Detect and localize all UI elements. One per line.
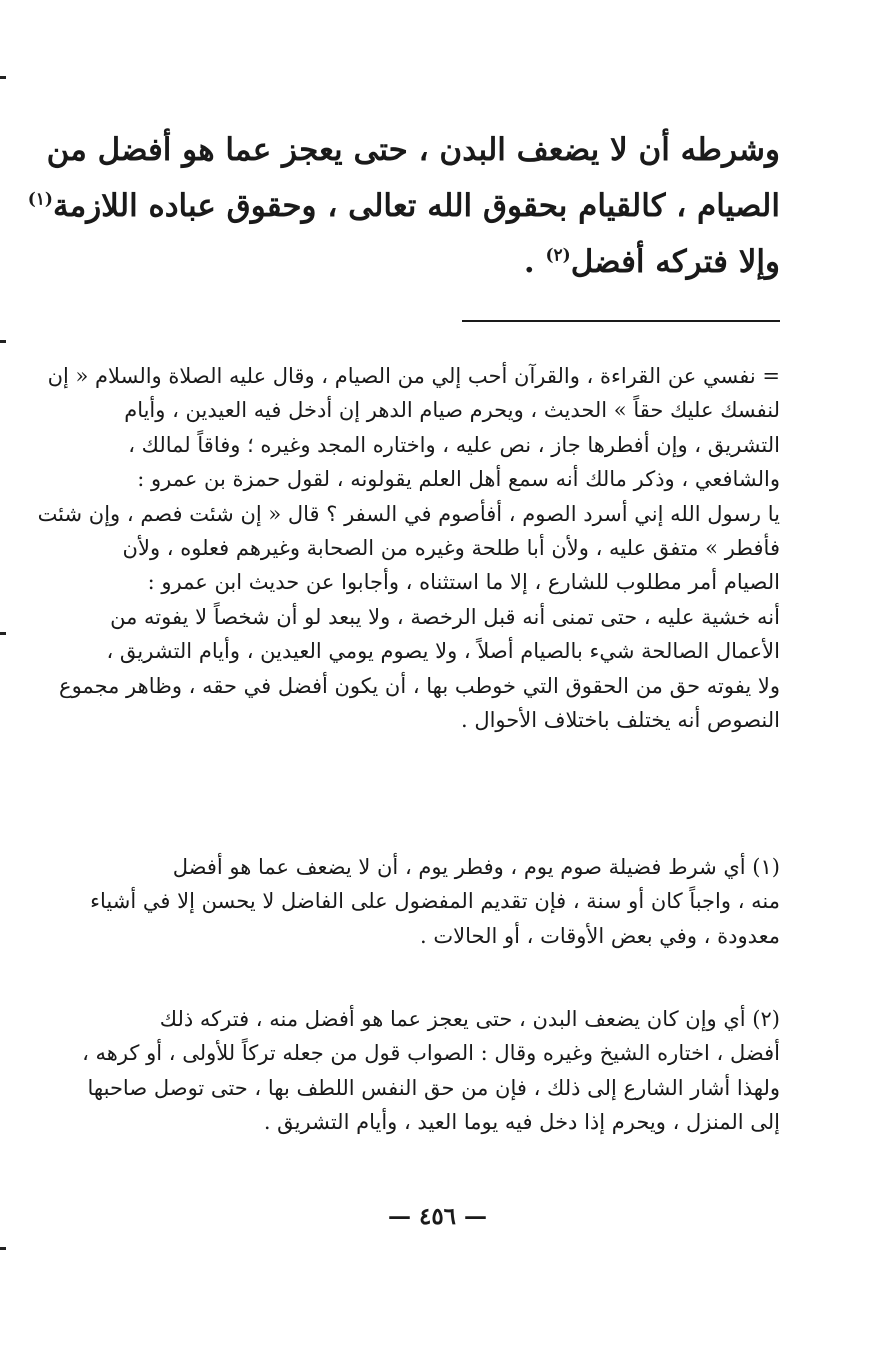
main-text-block <box>27 122 780 290</box>
main-text-line <box>48 234 780 290</box>
footnote-line: الأعمال الصالحة شيء بالصيام أصلاً ، ولا يصوم يومي العيدين ، وأيام التشريق ، <box>106 639 780 664</box>
footnote-line: (٢) أي وإن كان يضعف البدن ، حتى يعجز عما هو أفضل منه ، فتركه ذلك <box>159 1007 780 1031</box>
page-edge-mark <box>0 76 6 79</box>
footnote-line: إلى المنزل ، ويحرم إذا دخل فيه يوما العيد ، وأيام التشريق . <box>263 1110 780 1135</box>
page-edge-mark <box>0 632 6 635</box>
page-edge-mark <box>0 340 6 343</box>
footnote-line: يا رسول الله إني أسرد الصوم ، أفأصوم في السفر ؟ قال « إن شئت فصم ، وإن شئت <box>37 501 780 526</box>
footnote-line: = نفسي عن القراءة ، والقرآن أحب إلي من الصيام ، وقال عليه الصلاة والسلام « إن <box>47 364 780 388</box>
page-edge-mark <box>0 1247 6 1250</box>
footnote-line: ولا يفوته حق من الحقوق التي خوطب بها ، أن يكون أفضل في حقه ، وظاهر مجموع <box>59 673 780 698</box>
footnote-separator <box>462 320 780 322</box>
main-text-line-content: وإلا فتركه أفضل <box>570 244 780 280</box>
footnote-reference-1[interactable]: (١) <box>27 189 53 210</box>
continued-footnote <box>37 359 780 737</box>
footnote-reference-2[interactable]: (٢) <box>545 245 571 266</box>
footnote-line: والشافعي ، وذكر مالك أنه سمع أهل العلم يقولونه ، لقول حمزة بن عمرو : <box>137 467 780 492</box>
footnote-line: ولهذا أشار الشارع إلى ذلك ، فإن من حق النفس اللطف بها ، حتى توصل صاحبها <box>87 1075 780 1100</box>
main-text-period: . <box>523 244 535 280</box>
main-text-line: وشرطه أن لا يضعف البدن ، حتى يعجز عما هو أفضل من <box>46 132 780 168</box>
footnote-2 <box>48 1002 780 1140</box>
footnote-1 <box>48 850 780 953</box>
footnote-line: الصيام أمر مطلوب للشارع ، إلا ما استثناه ، وأجابوا عن حديث ابن عمرو : <box>147 570 780 595</box>
footnote-line: (١) أي شرط فضيلة صوم يوم ، وفطر يوم ، أن لا يضعف عما هو أفضل <box>172 855 780 879</box>
footnote-line: أنه خشية عليه ، حتى تمنى أنه قبل الرخصة ، ولا يبعد لو أن شخصاً لا يفوته من <box>110 604 780 629</box>
footnote-line: لنفسك عليك حقاً » الحديث ، ويحرم صيام الدهر إن أدخل فيه العيدين ، وأيام <box>124 398 780 423</box>
footnote-line: التشريق ، وإن أفطرها جاز ، نص عليه ، واختاره المجد وغيره ؛ وفاقاً لمالك ، <box>128 432 780 457</box>
main-text-line <box>27 178 780 234</box>
footnote-line: فأفطر » متفق عليه ، ولأن أبا طلحة وغيره من الصحابة وغيرهم فعلوه ، ولأن <box>122 536 780 561</box>
footnote-line: معدودة ، وفي بعض الأوقات ، أو الحالات . <box>420 923 780 948</box>
footnote-line: النصوص أنه يختلف باختلاف الأحوال . <box>460 708 780 733</box>
footnote-line: منه ، واجباً كان أو سنة ، فإن تقديم المفضول على الفاضل لا يحسن إلا في أشياء <box>90 889 780 914</box>
main-text-line-content: الصيام ، كالقيام بحقوق الله تعالى ، وحقوق عباده اللازمة <box>52 188 780 224</box>
page-number: — ٤٥٦ — <box>387 1203 488 1230</box>
footnote-line: أفضل ، اختاره الشيخ وغيره وقال : الصواب قول من جعله تركاً للأولى ، أو كرهه ، <box>82 1041 780 1066</box>
